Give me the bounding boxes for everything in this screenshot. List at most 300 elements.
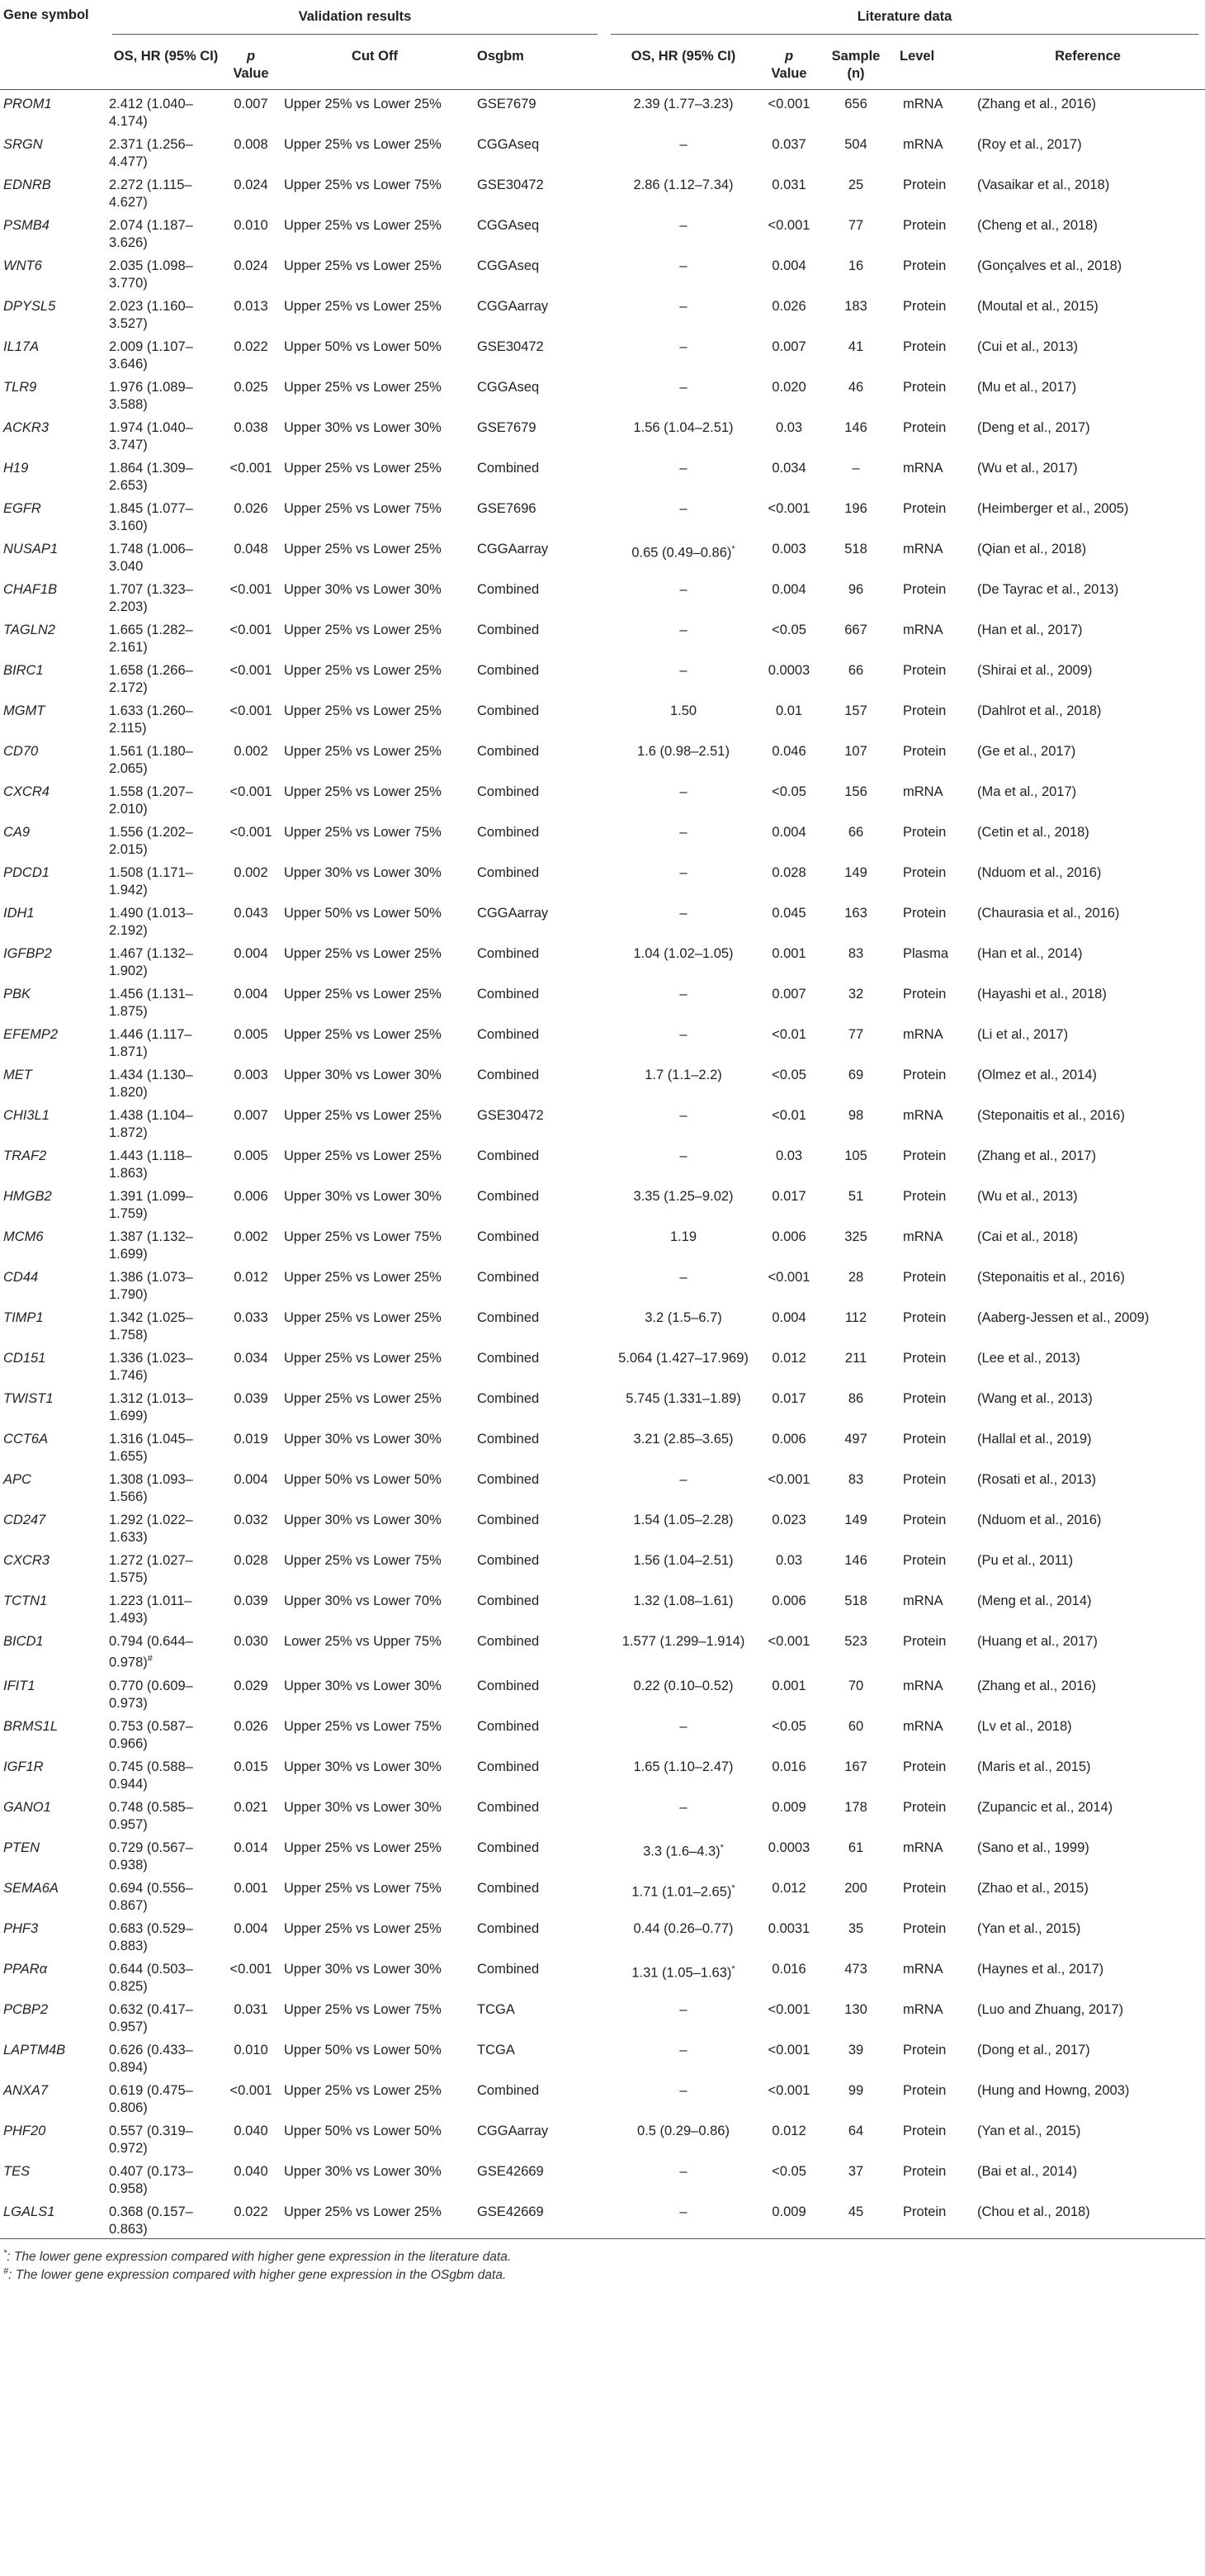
validation-p-cell: 0.005 xyxy=(234,1027,268,1042)
table-row xyxy=(0,1466,1205,1506)
literature-p-cell: 0.037 xyxy=(772,137,806,152)
header-p-value-word: Value xyxy=(233,66,269,81)
cut-off-cell: Upper 30% vs Lower 30% xyxy=(284,582,442,597)
literature-hr-cell: – xyxy=(679,2082,688,2098)
gene-symbol-cell: CXCR3 xyxy=(3,1553,50,1568)
sample-size-cell: 46 xyxy=(848,380,864,395)
validation-p-cell: 0.007 xyxy=(234,1108,268,1123)
sample-size-cell: 83 xyxy=(848,1472,864,1487)
literature-p-cell: 0.017 xyxy=(772,1391,806,1406)
reference-cell: (Luo and Zhuang, 2017) xyxy=(977,2001,1124,2017)
table-row xyxy=(0,373,1205,414)
gene-symbol-cell: SEMA6A xyxy=(3,1880,59,1896)
literature-hr-cell: – xyxy=(679,501,688,516)
sample-size-cell: 196 xyxy=(844,501,867,516)
literature-p-cell: 0.016 xyxy=(772,1759,806,1774)
level-cell: mRNA xyxy=(903,1961,943,1977)
validation-p-cell: 0.038 xyxy=(234,420,268,435)
gene-symbol-cell: CD44 xyxy=(3,1270,39,1285)
literature-p-cell: <0.01 xyxy=(772,1108,806,1123)
dataset-cell: TCGA xyxy=(477,2042,515,2057)
validation-hr-cell: 2.009 (1.107–3.646) xyxy=(109,339,193,372)
gene-symbol-cell: BIRC1 xyxy=(3,663,44,678)
table-row xyxy=(0,1223,1205,1263)
level-cell: Protein xyxy=(903,258,947,273)
dataset-cell: GSE7679 xyxy=(477,420,536,435)
literature-p-cell: 0.03 xyxy=(775,420,803,435)
cut-off-cell: Upper 25% vs Lower 25% xyxy=(284,542,442,556)
reference-cell: (Haynes et al., 2017) xyxy=(977,1961,1104,1977)
validation-p-cell: <0.001 xyxy=(229,461,272,476)
validation-p-cell: 0.001 xyxy=(234,1880,268,1896)
sample-size-cell: 163 xyxy=(844,906,867,921)
literature-p-cell: 0.0031 xyxy=(768,1920,810,1936)
dataset-cell: Combined xyxy=(477,2082,540,2098)
cut-off-cell: Upper 25% vs Lower 25% xyxy=(284,744,442,759)
table-row xyxy=(0,1263,1205,1304)
cut-off-cell: Upper 25% vs Lower 75% xyxy=(284,1553,442,1568)
level-cell: mRNA xyxy=(903,1718,943,1734)
gene-symbol-cell: PHF20 xyxy=(3,2123,46,2138)
validation-hr-cell: 2.074 (1.187–3.626) xyxy=(109,218,193,250)
literature-hr-cell: – xyxy=(679,380,688,395)
level-cell: Protein xyxy=(903,987,947,1002)
cut-off-cell: Upper 25% vs Lower 75% xyxy=(284,825,442,840)
literature-p-cell: 0.046 xyxy=(772,744,806,759)
validation-p-cell: 0.029 xyxy=(234,1678,268,1693)
literature-hr-cell: – xyxy=(679,582,688,597)
literature-p-cell: 0.012 xyxy=(772,1351,806,1366)
validation-hr-cell: 1.556 (1.202–2.015) xyxy=(109,825,193,857)
literature-hr-cell: – xyxy=(679,1027,688,1042)
dataset-cell: Combined xyxy=(477,1351,540,1366)
level-cell: Protein xyxy=(903,703,947,718)
reference-cell: (Cheng et al., 2018) xyxy=(977,218,1098,233)
validation-p-cell: 0.032 xyxy=(234,1513,268,1527)
reference-cell: (Zhang et al., 2017) xyxy=(977,1148,1097,1163)
dataset-cell: CGGAarray xyxy=(477,2123,549,2138)
gene-symbol-cell: TLR9 xyxy=(3,380,37,395)
level-cell: Protein xyxy=(903,2042,947,2057)
sample-size-cell: 41 xyxy=(848,339,864,354)
table-row xyxy=(0,1627,1205,1672)
header-p-value: p Value xyxy=(226,40,276,90)
literature-hr-cell: – xyxy=(679,137,688,152)
level-cell: mRNA xyxy=(903,542,943,556)
cut-off-cell: Upper 25% vs Lower 75% xyxy=(284,178,442,192)
sample-size-cell: 112 xyxy=(844,1310,867,1325)
table-row xyxy=(0,1672,1205,1712)
level-cell: Protein xyxy=(903,2163,947,2179)
literature-p-cell: 0.001 xyxy=(772,1678,806,1693)
level-cell: Protein xyxy=(903,1270,947,1285)
literature-hr-cell: 1.65 (1.10–2.47) xyxy=(633,1759,734,1774)
cut-off-cell: Upper 25% vs Lower 25% xyxy=(284,137,442,152)
validation-p-cell: 0.040 xyxy=(234,2123,268,2138)
dataset-cell: GSE30472 xyxy=(477,339,544,354)
sample-size-cell: 64 xyxy=(848,2123,864,2138)
sample-size-cell: 60 xyxy=(848,1718,864,1734)
table-row xyxy=(0,1546,1205,1587)
table-row xyxy=(0,1834,1205,1874)
gene-symbol-cell: BRMS1L xyxy=(3,1718,59,1734)
sample-size-cell: 70 xyxy=(848,1678,864,1693)
reference-cell: (Nduom et al., 2016) xyxy=(977,1513,1102,1527)
cut-off-cell: Upper 25% vs Lower 25% xyxy=(284,1148,442,1163)
level-cell: Protein xyxy=(903,744,947,759)
sample-size-cell: 656 xyxy=(844,97,867,111)
cut-off-cell: Upper 25% vs Lower 25% xyxy=(284,663,442,678)
cut-off-cell: Upper 30% vs Lower 30% xyxy=(284,1513,442,1527)
literature-hr-cell: 1.50 xyxy=(669,703,697,718)
sample-size-cell: 211 xyxy=(844,1351,867,1366)
level-cell: Protein xyxy=(903,1513,947,1527)
sample-size-cell: 473 xyxy=(844,1961,867,1977)
validation-p-cell: 0.031 xyxy=(234,2001,268,2017)
sample-size-cell: 98 xyxy=(848,1108,864,1123)
reference-cell: (Cai et al., 2018) xyxy=(977,1229,1078,1244)
gene-symbol-cell: EFEMP2 xyxy=(3,1027,59,1042)
header-literature-label: Literature data xyxy=(857,9,952,24)
reference-cell: (Moutal et al., 2015) xyxy=(977,299,1099,314)
validation-hr-cell: 1.490 (1.013–2.192) xyxy=(109,906,193,938)
reference-cell: (Li et al., 2017) xyxy=(977,1027,1069,1042)
dataset-cell: Combined xyxy=(477,1513,540,1527)
dataset-cell: CGGAarray xyxy=(477,299,549,314)
cut-off-cell: Upper 30% vs Lower 30% xyxy=(284,1068,442,1082)
cut-off-cell: Upper 30% vs Lower 30% xyxy=(284,420,442,435)
table-row xyxy=(0,2117,1205,2157)
gene-symbol-cell: H19 xyxy=(3,461,29,476)
gene-symbol-cell: PTEN xyxy=(3,1840,40,1855)
sample-size-cell: 39 xyxy=(848,2042,864,2057)
cut-off-cell: Upper 25% vs Lower 25% xyxy=(276,2198,474,2239)
sample-size-cell: 497 xyxy=(844,1432,867,1447)
reference-cell: (Lv et al., 2018) xyxy=(977,1718,1072,1734)
literature-hr-cell: 5.745 (1.331–1.89) xyxy=(626,1391,741,1406)
gene-symbol-cell: PHF3 xyxy=(3,1920,39,1936)
header-reference: Reference xyxy=(971,40,1205,90)
validation-hr-cell: 1.434 (1.130–1.820) xyxy=(109,1068,193,1100)
cut-off-cell: Upper 25% vs Lower 25% xyxy=(284,946,442,961)
level-cell: mRNA xyxy=(903,1593,943,1608)
dataset-cell: Combined xyxy=(477,744,540,759)
dataset-cell: Combined xyxy=(477,1229,540,1244)
level-cell: Protein xyxy=(903,663,947,678)
footnote-marker: * xyxy=(720,1842,724,1853)
cut-off-cell: Upper 25% vs Lower 25% xyxy=(284,461,442,476)
validation-hr-cell: 1.707 (1.323–2.203) xyxy=(109,582,193,614)
table-row xyxy=(0,2157,1205,2198)
validation-p-cell: <0.001 xyxy=(229,825,272,840)
validation-hr-cell: 0.683 (0.529–0.883) xyxy=(109,1920,193,1953)
dataset-cell: Combined xyxy=(477,1189,540,1204)
level-cell: Protein xyxy=(903,2082,947,2098)
header-level: Level xyxy=(896,40,971,90)
level-cell: mRNA xyxy=(903,623,943,637)
dataset-cell: Combined xyxy=(477,1961,540,1977)
level-cell: Protein xyxy=(903,218,947,233)
gene-symbol-cell: DPYSL5 xyxy=(3,299,56,314)
reference-cell: (Hung and Howng, 2003) xyxy=(977,2082,1130,2098)
reference-cell: (Meng et al., 2014) xyxy=(977,1593,1092,1608)
reference-cell: (Ma et al., 2017) xyxy=(977,784,1077,799)
literature-hr-cell: – xyxy=(679,865,688,880)
literature-p-cell: <0.001 xyxy=(768,97,810,111)
literature-hr-cell: 0.22 (0.10–0.52) xyxy=(633,1678,734,1693)
cut-off-cell: Upper 50% vs Lower 50% xyxy=(284,1472,442,1487)
validation-p-cell: 0.033 xyxy=(234,1310,268,1325)
footnote-marker: * xyxy=(731,1882,735,1893)
sample-size-cell: 86 xyxy=(848,1391,864,1406)
table-row xyxy=(0,1506,1205,1546)
gene-symbol-cell: EDNRB xyxy=(3,178,51,192)
sample-size-cell: 96 xyxy=(848,582,864,597)
validation-p-cell: 0.003 xyxy=(234,1068,268,1082)
validation-hr-cell: 1.508 (1.171–1.942) xyxy=(109,865,193,897)
reference-cell: (Zhao et al., 2015) xyxy=(977,1880,1089,1896)
table-row xyxy=(0,818,1205,859)
validation-p-cell: <0.001 xyxy=(229,703,272,718)
table-row xyxy=(0,1425,1205,1466)
gene-symbol-cell: IGF1R xyxy=(3,1759,44,1774)
level-cell: Protein xyxy=(903,865,947,880)
table-row xyxy=(0,1385,1205,1425)
reference-cell: (Shirai et al., 2009) xyxy=(977,663,1093,678)
dataset-cell: Combined xyxy=(477,865,540,880)
validation-p-cell: 0.005 xyxy=(234,1148,268,1163)
sample-size-cell: 156 xyxy=(844,784,867,799)
header-sample: Sample (n) xyxy=(815,40,896,90)
gene-symbol-cell: TIMP1 xyxy=(3,1310,44,1325)
cut-off-cell: Upper 50% vs Lower 50% xyxy=(284,906,442,921)
validation-hr-cell: 0.694 (0.556–0.867) xyxy=(109,1880,193,1913)
sample-size-cell: 178 xyxy=(844,1799,867,1815)
footnote-osgbm xyxy=(3,2262,506,2285)
validation-p-cell: 0.022 xyxy=(226,2198,276,2239)
literature-hr-cell: 1.71 (1.01–2.65)* xyxy=(631,1882,735,1899)
literature-hr-cell: 3.35 (1.25–9.02) xyxy=(633,1189,734,1204)
reference-cell: (Nduom et al., 2016) xyxy=(977,865,1102,880)
table-row xyxy=(0,1142,1205,1182)
level-cell: Protein xyxy=(903,2123,947,2138)
validation-p-cell: 0.022 xyxy=(234,339,268,354)
dataset-cell: Combined xyxy=(477,1634,540,1649)
literature-group-rule xyxy=(611,34,1198,35)
level-cell: Protein xyxy=(903,178,947,192)
cut-off-cell: Upper 25% vs Lower 25% xyxy=(284,299,442,314)
literature-p-cell: <0.001 xyxy=(768,501,810,516)
dataset-cell: CGGAseq xyxy=(477,218,540,233)
reference-cell: (Bai et al., 2014) xyxy=(977,2163,1078,2179)
sample-size-cell: 130 xyxy=(844,2001,867,2017)
table-row xyxy=(0,778,1205,818)
literature-hr-cell: 1.6 (0.98–2.51) xyxy=(637,744,730,759)
header-cut-off: Cut Off xyxy=(276,40,474,90)
cut-off-cell: Upper 30% vs Lower 30% xyxy=(284,1799,442,1815)
validation-hr-cell: 1.312 (1.013–1.699) xyxy=(109,1391,193,1423)
literature-p-cell: <0.001 xyxy=(768,1634,810,1649)
sample-size-cell: 200 xyxy=(844,1880,867,1896)
validation-hr-cell: 2.371 (1.256–4.477) xyxy=(109,137,193,169)
validation-p-cell: 0.039 xyxy=(234,1391,268,1406)
level-cell: Protein xyxy=(903,582,947,597)
literature-p-cell: 0.045 xyxy=(772,906,806,921)
validation-p-cell: 0.004 xyxy=(234,987,268,1002)
dataset-cell: Combined xyxy=(477,582,540,597)
dataset-cell: Combined xyxy=(477,1472,540,1487)
validation-hr-cell: 2.272 (1.115–4.627) xyxy=(109,178,192,210)
literature-hr-cell: – xyxy=(679,784,688,799)
reference-cell: (Zupancic et al., 2014) xyxy=(977,1799,1113,1815)
table-row xyxy=(0,1587,1205,1627)
validation-hr-cell: 0.644 (0.503–0.825) xyxy=(109,1961,193,1994)
cut-off-cell: Upper 50% vs Lower 50% xyxy=(284,2123,442,2138)
reference-cell: (Hayashi et al., 2018) xyxy=(977,987,1107,1002)
table-row xyxy=(0,1753,1205,1793)
validation-p-cell: <0.001 xyxy=(229,784,272,799)
gene-symbol-cell: HMGB2 xyxy=(3,1189,52,1204)
table-row xyxy=(0,1304,1205,1344)
validation-hr-cell: 2.035 (1.098–3.770) xyxy=(109,258,193,291)
reference-cell: (Sano et al., 1999) xyxy=(977,1840,1089,1855)
validation-p-cell: 0.010 xyxy=(234,2042,268,2057)
reference-cell: (Han et al., 2017) xyxy=(977,623,1083,637)
dataset-cell: Combined xyxy=(477,987,540,1002)
literature-hr-cell: – xyxy=(679,1799,688,1815)
gene-symbol-cell: TWIST1 xyxy=(3,1391,54,1406)
validation-p-cell: 0.010 xyxy=(234,218,268,233)
sample-size-cell: 146 xyxy=(844,1553,867,1568)
cut-off-cell: Upper 25% vs Lower 25% xyxy=(284,1270,442,1285)
literature-hr-cell: 1.31 (1.05–1.63)* xyxy=(631,1963,735,1980)
cut-off-cell: Upper 25% vs Lower 75% xyxy=(284,1880,442,1896)
reference-cell: (Hallal et al., 2019) xyxy=(977,1432,1092,1447)
validation-p-cell: 0.012 xyxy=(234,1270,268,1285)
gene-symbol-cell: IL17A xyxy=(3,339,40,354)
dataset-cell: CGGAseq xyxy=(477,137,540,152)
level-cell: Protein xyxy=(903,420,947,435)
level-cell: Protein xyxy=(903,1799,947,1815)
table-row xyxy=(0,616,1205,656)
literature-hr-cell: 0.65 (0.49–0.86)* xyxy=(631,544,735,561)
reference-cell: (Aaberg-Jessen et al., 2009) xyxy=(977,1310,1150,1325)
literature-hr-cell: – xyxy=(679,987,688,1002)
literature-hr-cell: 3.2 (1.5–6.7) xyxy=(645,1310,722,1325)
literature-hr-cell: – xyxy=(679,2163,688,2179)
reference-cell: (Han et al., 2014) xyxy=(977,946,1083,961)
validation-p-cell: 0.028 xyxy=(234,1553,268,1568)
cut-off-cell: Upper 25% vs Lower 25% xyxy=(284,1310,442,1325)
cut-off-cell: Upper 25% vs Lower 25% xyxy=(284,1351,442,1366)
table-row xyxy=(0,940,1205,980)
level-cell: Protein xyxy=(903,299,947,314)
table-row xyxy=(0,2036,1205,2076)
header-lit-p-value-word: Value xyxy=(771,66,807,81)
table-row xyxy=(0,737,1205,778)
reference-cell: (Pu et al., 2011) xyxy=(977,1553,1074,1568)
level-cell: Protein xyxy=(903,501,947,516)
literature-p-cell: 0.012 xyxy=(772,1880,806,1896)
dataset-cell: Combined xyxy=(477,1310,540,1325)
validation-p-cell: 0.002 xyxy=(234,1229,268,1244)
gene-symbol-cell: MCM6 xyxy=(3,1229,44,1244)
literature-hr-cell: – xyxy=(679,1270,688,1285)
cut-off-cell: Upper 30% vs Lower 30% xyxy=(284,1189,442,1204)
dataset-cell: Combined xyxy=(477,1391,540,1406)
header-lit-os-hr: OS, HR (95% CI) xyxy=(604,40,763,90)
cut-off-cell: Lower 25% vs Upper 75% xyxy=(284,1634,442,1649)
cut-off-cell: Upper 25% vs Lower 25% xyxy=(284,1920,442,1936)
gene-symbol-cell: LGALS1 xyxy=(0,2198,106,2239)
level-cell: Protein xyxy=(903,1189,947,1204)
validation-hr-cell: 1.443 (1.118–1.863) xyxy=(109,1148,192,1181)
literature-hr-cell: – xyxy=(679,218,688,233)
validation-p-cell: 0.007 xyxy=(234,97,268,111)
literature-hr-cell: 1.19 xyxy=(669,1229,697,1244)
cut-off-cell: Upper 25% vs Lower 25% xyxy=(284,2082,442,2098)
literature-p-cell: 0.004 xyxy=(772,258,806,273)
cut-off-cell: Upper 25% vs Lower 25% xyxy=(284,703,442,718)
cut-off-cell: Upper 30% vs Lower 30% xyxy=(284,1961,442,1977)
table-row xyxy=(0,252,1205,292)
gene-symbol-cell: PCBP2 xyxy=(3,2001,49,2017)
reference-cell: (Steponaitis et al., 2016) xyxy=(977,1108,1125,1123)
literature-hr-cell: – xyxy=(679,2001,688,2017)
table-row xyxy=(0,90,1205,131)
table-row xyxy=(0,1996,1205,2036)
gene-symbol-cell: CA9 xyxy=(3,825,31,840)
reference-cell: (Heimberger et al., 2005) xyxy=(977,501,1129,516)
gene-symbol-cell: CXCR4 xyxy=(3,784,50,799)
sample-size-cell: 69 xyxy=(848,1068,864,1082)
sample-size-cell: 99 xyxy=(848,2082,864,2098)
cut-off-cell: Upper 25% vs Lower 25% xyxy=(284,987,442,1002)
literature-p-cell: 0.006 xyxy=(772,1229,806,1244)
level-cell: Protein xyxy=(903,906,947,921)
literature-hr-cell: – xyxy=(679,663,688,678)
gene-symbol-cell: ACKR3 xyxy=(3,420,50,435)
cut-off-cell: Upper 30% vs Lower 30% xyxy=(284,1432,442,1447)
gene-symbol-cell: GANO1 xyxy=(3,1799,51,1815)
dataset-cell: GSE30472 xyxy=(477,1108,544,1123)
sample-size-cell: 16 xyxy=(848,258,864,273)
table-row xyxy=(0,333,1205,373)
literature-p-cell: <0.001 xyxy=(768,2001,810,2017)
sample-size-cell: 149 xyxy=(844,1513,867,1527)
validation-hr-cell: 1.976 (1.089–3.588) xyxy=(109,380,193,412)
gene-symbol-cell: IGFBP2 xyxy=(3,946,52,961)
dataset-cell: Combined xyxy=(477,1718,540,1734)
table-row xyxy=(0,1915,1205,1955)
dataset-cell: Combined xyxy=(477,825,540,840)
cut-off-cell: Upper 25% vs Lower 25% xyxy=(284,258,442,273)
validation-hr-cell: 1.845 (1.077–3.160) xyxy=(109,501,193,533)
level-cell: Protein xyxy=(903,1148,947,1163)
validation-p-cell: 0.030 xyxy=(234,1634,268,1649)
gene-symbol-cell: MET xyxy=(3,1068,32,1082)
level-cell: mRNA xyxy=(903,137,943,152)
validation-p-cell: 0.013 xyxy=(234,299,268,314)
validation-p-cell: <0.001 xyxy=(229,582,272,597)
table-row xyxy=(0,1020,1205,1061)
gene-symbol-cell: TRAF2 xyxy=(3,1148,47,1163)
table-row xyxy=(0,1793,1205,1834)
validation-hr-cell: 1.974 (1.040–3.747) xyxy=(109,420,193,452)
literature-hr-cell: – xyxy=(679,258,688,273)
level-cell: Protein xyxy=(896,2198,971,2239)
reference-cell: (Gonçalves et al., 2018) xyxy=(977,258,1122,273)
